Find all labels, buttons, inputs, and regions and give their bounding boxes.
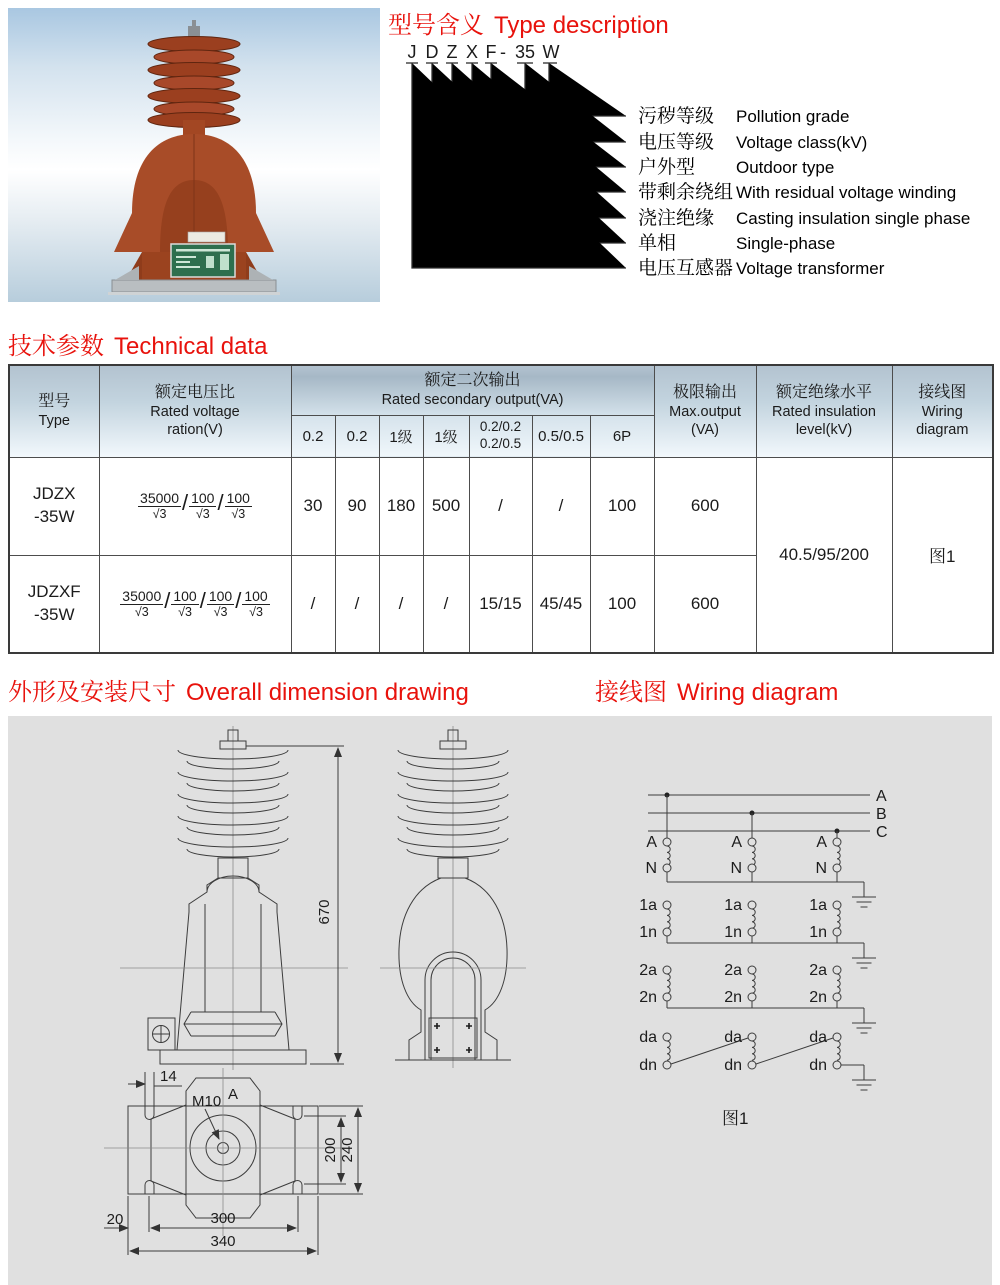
dim-axis-label: A: [228, 1086, 239, 1103]
col-header-secondary-output: 额定二次输出 Rated secondary output(VA): [291, 365, 654, 415]
value-cell: /: [469, 457, 532, 555]
svg-text:1a: 1a: [639, 897, 657, 914]
value-cell: 15/15: [469, 555, 532, 653]
value-cell: 90: [335, 457, 379, 555]
product-photo: [8, 8, 380, 302]
value-cell: /: [335, 555, 379, 653]
dim-slot-label: 14: [160, 1068, 177, 1085]
phase-columns: [663, 795, 864, 1080]
meaning-en: Single-phase: [736, 234, 836, 253]
meaning-zh: 带剩余绕组: [638, 182, 734, 203]
meaning-en: Outdoor type: [736, 158, 835, 177]
wiring-diagram: [639, 788, 887, 1128]
dim-outer-width-label: 340: [210, 1233, 236, 1250]
meaning-en: Pollution grade: [736, 107, 850, 126]
type-description-title: [388, 5, 669, 40]
col-header-insulation: 额定绝缘水平 Rated insulation level(kV): [756, 365, 892, 457]
dimension-title-en: Overall dimension drawing: [186, 679, 469, 706]
svg-text:2n: 2n: [809, 989, 827, 1006]
code-char: D: [425, 42, 439, 62]
bus-label-B: B: [876, 806, 887, 823]
svg-text:N: N: [645, 860, 657, 877]
svg-text:da: da: [724, 1029, 742, 1046]
value-cell: 30: [291, 457, 335, 555]
svg-text:A: A: [816, 834, 827, 851]
value-cell: 100: [590, 457, 654, 555]
transformer-photo-illustration: [8, 8, 380, 302]
svg-text:1n: 1n: [809, 924, 827, 941]
dimension-title: [8, 672, 469, 707]
svg-text:2n: 2n: [639, 989, 657, 1006]
subcol-0.2-a: 0.2: [291, 415, 335, 457]
svg-text:da: da: [639, 1029, 657, 1046]
technical-data-table: [8, 364, 994, 654]
code-char: F: [485, 42, 497, 62]
dim-inner-height-label: 200: [322, 1137, 339, 1163]
technical-title-zh: 技术参数: [8, 333, 104, 360]
value-cell: 100: [590, 555, 654, 653]
col-header-ratio: 额定电压比 Rated voltage ration(V): [99, 365, 291, 457]
front-view-drawing: [120, 726, 348, 1070]
drawings: [8, 716, 992, 1285]
subcol-6P: 6P: [590, 415, 654, 457]
dimension-title-zh: 外形及安装尺寸: [8, 679, 176, 706]
dim-inner-width-label: 300: [210, 1210, 236, 1227]
technical-data-title: [8, 326, 267, 361]
meaning-en: Voltage transformer: [736, 259, 885, 278]
meaning-zh: 电压互感器: [638, 258, 734, 279]
code-char: X: [465, 42, 479, 62]
value-cell: /: [423, 555, 469, 653]
drawing-panel: [8, 716, 992, 1285]
type-cell: JDZXF -35W: [9, 555, 99, 653]
wiring-title-zh: 接线图: [595, 679, 667, 706]
subcol-0.2-b: 0.2: [335, 415, 379, 457]
table-row: [9, 457, 993, 555]
type-description-title-zh: 型号含义: [388, 12, 484, 39]
side-view-drawing: [380, 726, 526, 1068]
subcol-dual: 0.2/0.2 0.2/0.5: [469, 415, 532, 457]
technical-title-en: Technical data: [114, 333, 268, 360]
code-char: 35: [514, 42, 536, 62]
svg-text:2a: 2a: [809, 962, 827, 979]
subcol-class1-a: 1级: [379, 415, 423, 457]
svg-text:da: da: [809, 1029, 827, 1046]
bus-label-C: C: [876, 824, 888, 841]
value-cell: 500: [423, 457, 469, 555]
bus-label-A: A: [876, 788, 887, 805]
value-cell: 600: [654, 555, 756, 653]
meaning-en: Voltage class(kV): [736, 133, 868, 152]
type-code-diagram: [388, 36, 996, 286]
value-cell: /: [532, 457, 590, 555]
type-code-characters: [408, 42, 560, 62]
subcol-class1-b: 1级: [423, 415, 469, 457]
code-char: W: [542, 42, 560, 62]
meaning-zh: 户外型: [638, 157, 696, 178]
ratio-cell: $\frac{35000}{√3}$ / $\frac{100}{√3}$ / $\frac{100}{√3}$: [99, 457, 291, 555]
svg-text:N: N: [730, 860, 742, 877]
type-code-meanings: [638, 105, 970, 279]
plan-view-drawing: [104, 1068, 363, 1255]
code-char: Z: [446, 42, 458, 62]
value-cell: /: [291, 555, 335, 653]
dim-outer-height-label: 240: [339, 1137, 356, 1163]
svg-text:1n: 1n: [639, 924, 657, 941]
svg-text:2a: 2a: [724, 962, 742, 979]
meaning-en: Casting insulation single phase: [736, 209, 971, 228]
value-cell: 600: [654, 457, 756, 555]
meaning-en: With residual voltage winding: [736, 183, 957, 202]
dim-edge-label: 20: [106, 1211, 124, 1228]
svg-text:1n: 1n: [724, 924, 742, 941]
meaning-zh: 单相: [638, 233, 677, 254]
insulation-cell: 40.5/95/200: [756, 457, 892, 653]
svg-text:N: N: [815, 860, 827, 877]
code-char: J: [407, 42, 417, 62]
svg-text:A: A: [646, 834, 657, 851]
type-description-title-en: Type description: [494, 12, 669, 39]
type-code-connector-lines: [406, 63, 626, 268]
bus-lines: [648, 795, 870, 831]
wiring-title-en: Wiring diagram: [677, 679, 839, 706]
figure-ref-cell: 图1: [892, 457, 993, 653]
code-char: -: [500, 42, 506, 62]
svg-text:2n: 2n: [724, 989, 742, 1006]
svg-text:dn: dn: [639, 1057, 657, 1074]
value-cell: 45/45: [532, 555, 590, 653]
value-cell: /: [379, 555, 423, 653]
meaning-zh: 电压等级: [638, 132, 715, 153]
figure-caption: 图1: [722, 1109, 749, 1128]
type-cell: JDZX -35W: [9, 457, 99, 555]
col-header-type: 型号 Type: [9, 365, 99, 457]
svg-text:1a: 1a: [809, 897, 827, 914]
dim-thread-label: M10: [192, 1093, 222, 1110]
meaning-zh: 污秽等级: [638, 106, 715, 127]
ratio-cell: $\frac{35000}{√3}$ / $\frac{100}{√3}$ / $\frac{100}{√3}$ / $\frac{100}{√3}$: [99, 555, 291, 653]
svg-text:A: A: [731, 834, 742, 851]
col-header-max-output: 极限输出 Max.output (VA): [654, 365, 756, 457]
svg-text:1a: 1a: [724, 897, 742, 914]
dim-height-label: 670: [316, 899, 333, 925]
value-cell: 180: [379, 457, 423, 555]
svg-text:dn: dn: [809, 1057, 827, 1074]
svg-text:dn: dn: [724, 1057, 742, 1074]
wiring-title: [595, 672, 838, 707]
svg-text:2a: 2a: [639, 962, 657, 979]
col-header-wiring-diagram: 接线图 Wiring diagram: [892, 365, 993, 457]
subcol-0.5: 0.5/0.5: [532, 415, 590, 457]
meaning-zh: 浇注绝缘: [638, 208, 715, 229]
